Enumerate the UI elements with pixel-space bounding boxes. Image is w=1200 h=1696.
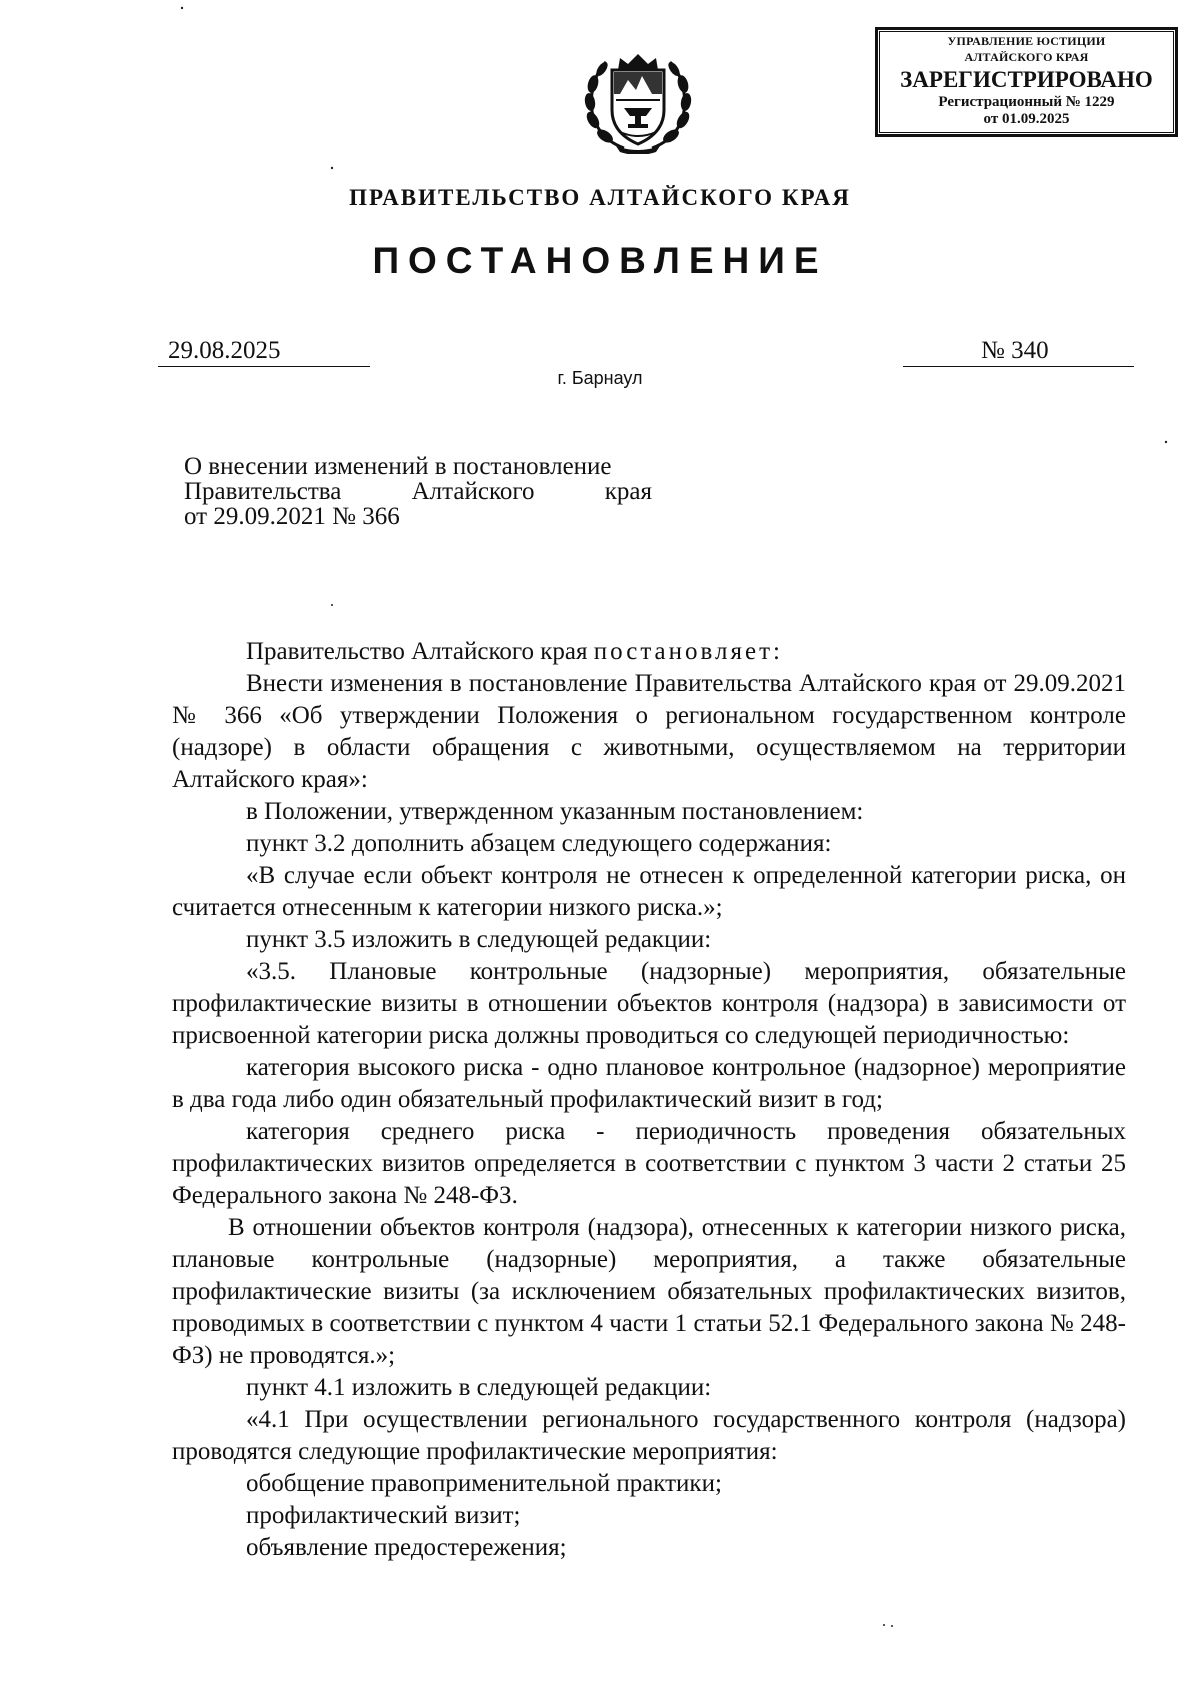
stamp-status: ЗАРЕГИСТРИРОВАНО bbox=[900, 67, 1153, 92]
paragraph-8: категория среднего риска - периодичность проведения обязательных профилактических визитов определяется в соответствии с пунктом 3 части 2 статьи 25 Федерального закона № 248-ФЗ. bbox=[172, 1118, 1126, 1209]
paragraph-9: В отношении объектов контроля (надзора), отнесенных к категории низкого риска, плановые контрольные (надзорные) мероприятия, а также обязательные профилактические визиты (за исключением обязательных профилактических визитов, проводимых в соответствии с пунктом 4 части 1 статьи 52.1 Федерального закона № 248-ФЗ) не проводятся.»; bbox=[172, 1214, 1126, 1369]
document-date: 29.08.2025 bbox=[158, 336, 370, 367]
intro-resolves-word: постановляет bbox=[593, 638, 773, 665]
document-type-title: ПОСТАНОВЛЕНИЕ bbox=[372, 240, 828, 281]
stamp-reg-date: от 01.09.2025 bbox=[983, 111, 1070, 127]
intro-prefix: Правительство Алтайского края bbox=[246, 638, 594, 665]
paragraph-11: «4.1 При осуществлении регионального государственного контроля (надзора) проводятся следующие профилактические мероприятия: bbox=[172, 1406, 1126, 1465]
paragraph-3: пункт 3.2 дополнить абзацем следующего содержания: bbox=[246, 830, 832, 857]
stamp-org-line1: УПРАВЛЕНИЕ ЮСТИЦИИ bbox=[947, 34, 1106, 48]
government-title: ПРАВИТЕЛЬСТВО АЛТАЙСКОГО КРАЯ bbox=[349, 185, 851, 210]
paragraph-13: профилактический визит; bbox=[246, 1502, 521, 1529]
paragraph-5: пункт 3.5 изложить в следующей редакции: bbox=[246, 926, 712, 953]
paragraph-1: Внести изменения в постановление Правительства Алтайского края от 29.09.2021 № 366 «Об утверждении Положения о региональном государственном контроле (надзоре) в области обращения с животными, осуществляемом на территории Алтайского края»: bbox=[172, 670, 1126, 793]
paragraph-10: пункт 4.1 изложить в следующей редакции: bbox=[246, 1374, 712, 1401]
subject-line-2: Правительства Алтайского края bbox=[184, 478, 652, 505]
paragraph-4: «В случае если объект контроля не отнесен к определенной категории риска, он считается отнесенным к категории низкого риска.»; bbox=[172, 862, 1126, 921]
subject-line-3: от 29.09.2021 № 366 bbox=[184, 503, 400, 530]
document-number: № 340 bbox=[903, 336, 1134, 367]
intro-suffix: : bbox=[773, 638, 780, 665]
document-city: г. Барнаул bbox=[557, 368, 643, 388]
stamp-org-line2: АЛТАЙСКОГО КРАЯ bbox=[964, 50, 1089, 64]
paragraph-12: обобщение правоприменительной практики; bbox=[246, 1470, 722, 1497]
paragraph-14: объявление предостережения; bbox=[246, 1534, 567, 1561]
paragraph-6: «3.5. Плановые контрольные (надзорные) мероприятия, обязательные профилактические визиты в отношении объектов контроля (надзора) в зависимости от присвоенной категории риска должны проводиться со следующей периодичностью: bbox=[172, 958, 1126, 1049]
paragraph-7: категория высокого риска - одно плановое контрольное (надзорное) мероприятие в два года либо один обязательный профилактический визит в год; bbox=[172, 1054, 1126, 1113]
paragraph-2: в Положении, утвержденном указанным постановлением: bbox=[246, 798, 864, 825]
subject-line-1: О внесении изменений в постановление bbox=[184, 453, 612, 480]
stamp-reg-number: Регистрационный № 1229 bbox=[938, 94, 1115, 110]
